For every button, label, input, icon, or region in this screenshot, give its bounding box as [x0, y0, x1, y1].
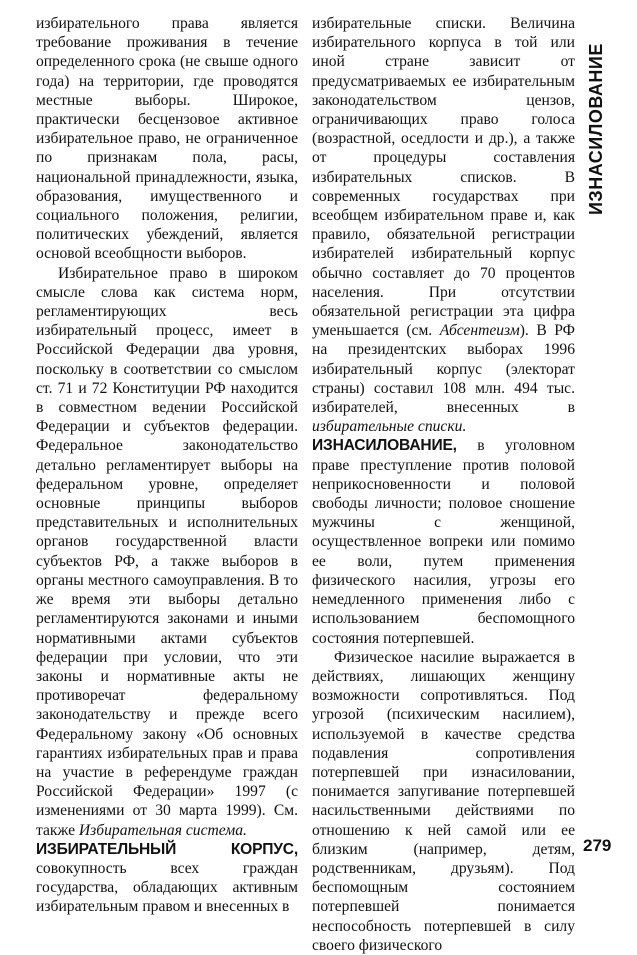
cross-reference: избирательные списки.	[312, 418, 467, 436]
page-number: 279	[583, 836, 612, 855]
cross-reference: Абсентеизм	[439, 322, 520, 340]
entry-definition: совокупность всех граждан государства, обладающих активным избирательным правом и внесенных в	[36, 859, 298, 916]
entry-electoral-body	[36, 840, 298, 917]
cross-reference: Избирательная система.	[78, 821, 247, 839]
entry-rape	[312, 436, 575, 647]
paragraph-text: ). В РФ на президентских выборах 1996 избирательный корпус (электорат страны) составил 108 млн. 494 тыс. избирателей, внесенных в	[312, 322, 575, 417]
entry-term: ИЗБИРАТЕЛЬНЫЙ КОРПУС,	[36, 840, 298, 858]
paragraph-voting-right-end: избирательного права является требование проживания в течение определенного срока (не свыше одного года) на территории, где проводятся местные выборы. Широкое, практически бесцензовое активное избирательное право, не ограниченное по признакам пола, расы, национальной принадлежности, языка, образования, имущественного и социального положения, религии, политических убеждений, является основой всеобщности выборов.	[36, 15, 298, 263]
right-column	[312, 14, 575, 955]
entry-term: ИЗНАСИЛОВАНИЕ,	[312, 437, 457, 455]
paragraph-physical-violence: Физическое насилие выражается в действиях, лишающих женщину возможности сопротивляться. Под угрозой (психическим насилием), используемой в качестве средства подавления сопротивления потерпевшей при изнасиловании, понимается запугивание потерпевшей насильственными действиями по отношению к ней самой или ее близким (например, детям, родственникам, друзьям). Под беспомощным состоянием потерпевшей понимается неспособность потерпевшей в силу своего физического	[312, 648, 575, 954]
entry-definition: в уголовном праве преступление против половой неприкосновенности и половой свободы личности; половое сношение мужчины с женщиной, осуществленное вопреки или помимо ее воли, путем применения физического насилия, угрозы его немедленного применения либо с использованием беспомощного состояния потерпевшей.	[312, 437, 575, 647]
paragraph-text: Избирательное право в широком смысле слова как система норм, регламентирующих весь избирательный процесс, имеет в Российской Федерации два уровня, поскольку в соответствии со смыслом ст. 71 и 72 Конституции РФ находится в совместном ведении Российской Федерации и субъектов федерации. Федеральное законодательство детально регламентирует выборы на федеральном уровне, определяет основные принципы выборов представительных и исполнительных органов государственной власти субъектов РФ, а также выборов в органы местного самоуправления. В то же время эти выборы детально регламентируются законами и иными нормативными актами субъектов федерации при условии, что эти законы и нормативные акты не противоречат федеральному законодательству и прежде всего Федеральному закону «Об основных гарантиях избирательных прав и права на участие в референдуме граждан Российской Федерации» 1997 (с изменениями от 30 марта 1999). См. также	[36, 264, 298, 839]
paragraph-electoral-body-cont	[312, 14, 575, 436]
paragraph-voting-right-broad	[36, 264, 298, 840]
left-column	[36, 14, 298, 917]
running-head: ИЗНАСИЛОВАНИЕ	[586, 43, 606, 216]
paragraph-text: избирательные списки. Величина избирательного корпуса в той или иной стране зависит от предусматриваемых ее избирательным законодательством цензов, ограничивающих право голоса (возрастной, оседлости и др.), а также от процедуры составления избирательных списков. В современных государствах при всеобщем избирательном праве и, как правило, обязательной регистрации избирателей избирательный корпус обычно составляет до 70 процентов населения. При отсутствии обязательной регистрации эта цифра уменьшается (см.	[312, 15, 575, 340]
